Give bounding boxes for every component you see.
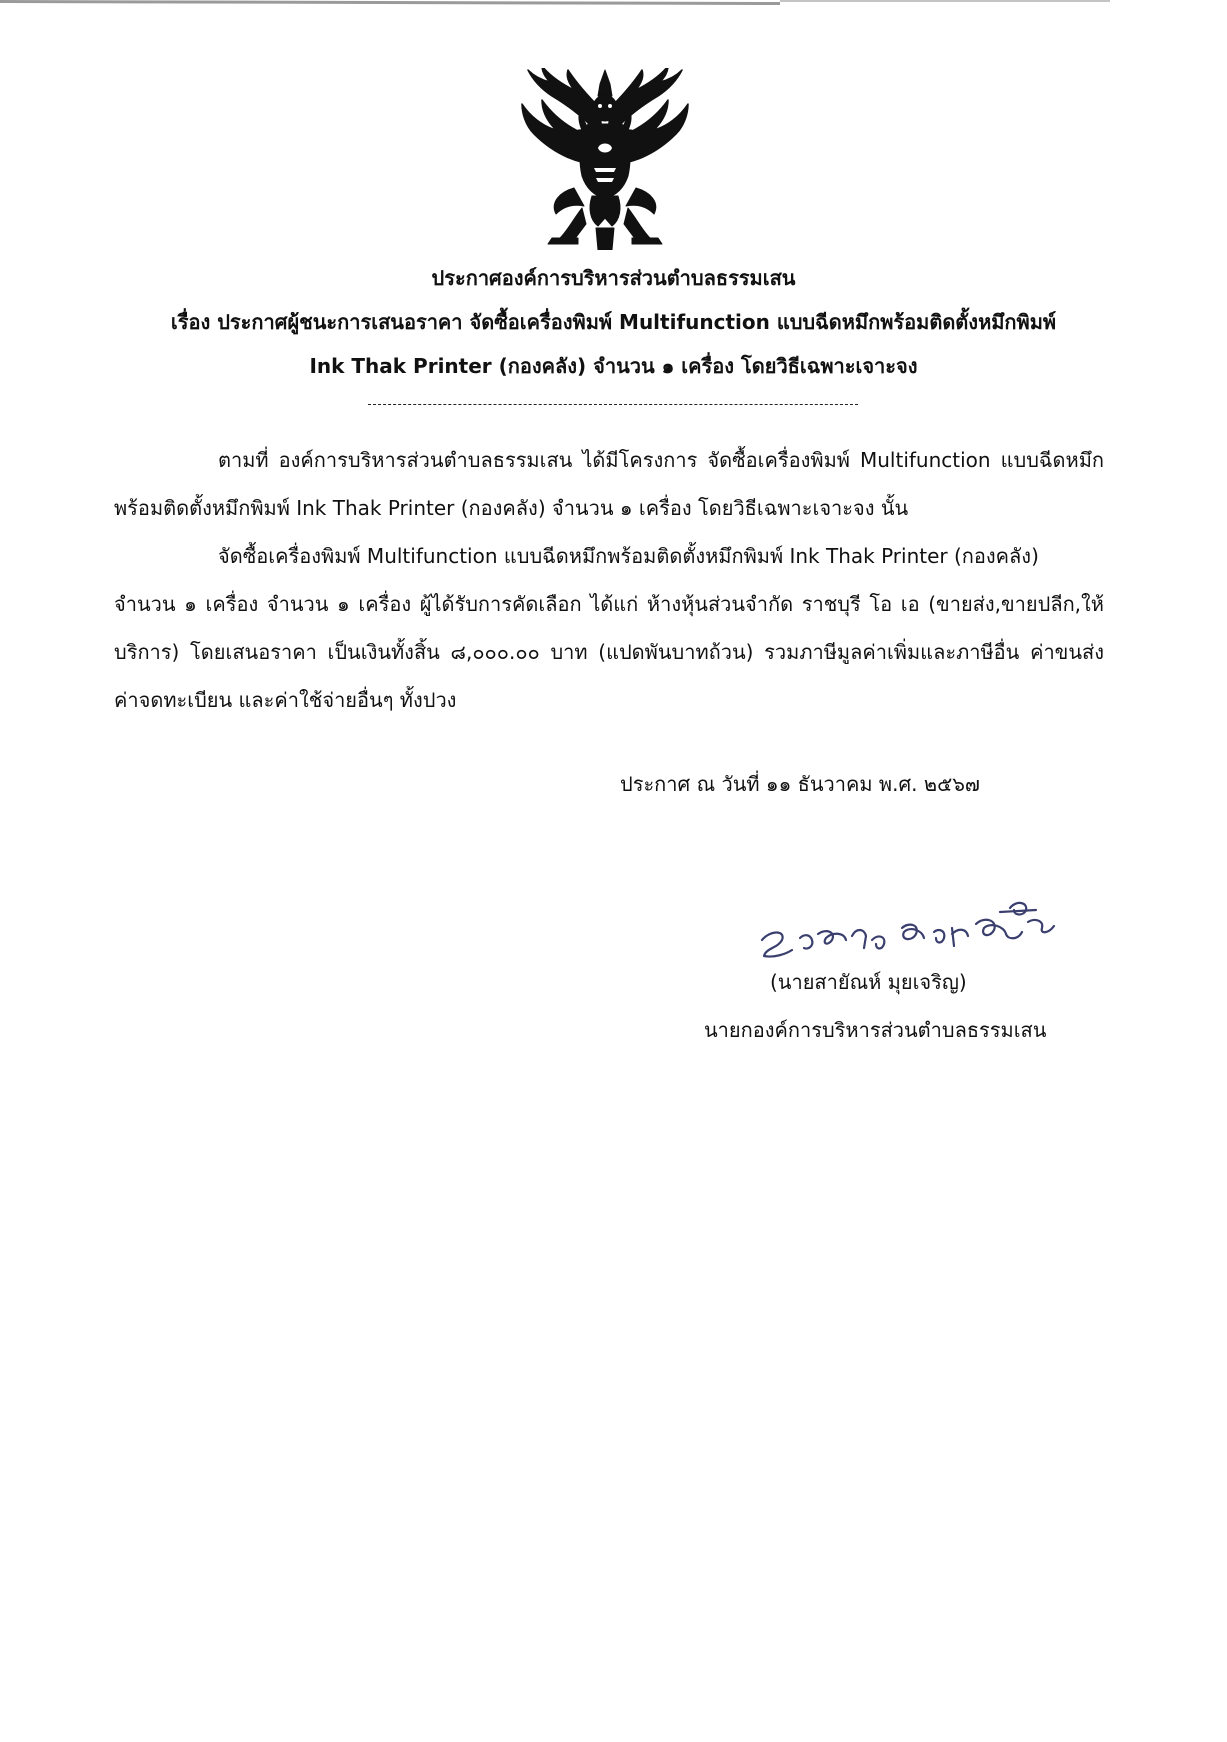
paragraph-2-line-2: จำนวน ๑ เครื่อง จำนวน ๑ เครื่อง ผู้ได้รับการคัดเลือก ได้แก่ ห้างหุ้นส่วนจำกัด ราชบุรี โอ เอ (ขายส่ง,ขายปลีก,ให้ (114, 592, 1104, 616)
paragraph-2-line-4: ค่าจดทะเบียน และค่าใช้จ่ายอื่นๆ ทั้งปวง (114, 688, 457, 712)
scan-edge-top-right (780, 0, 1110, 2)
paragraph-2-line-1: จัดซื้อเครื่องพิมพ์ Multifunction แบบฉีดหมึกพร้อมติดตั้งหมึกพิมพ์ Ink Thak Printer (กองคลัง) (218, 544, 1039, 568)
scan-edge-top (0, 0, 780, 5)
announce-date: ประกาศ ณ วันที่ ๑๑ ธันวาคม พ.ศ. ๒๕๖๗ (620, 772, 980, 796)
document-title: ประกาศองค์การบริหารส่วนตำบลธรรมเสน (431, 266, 796, 290)
document-subject-line-1: เรื่อง ประกาศผู้ชนะการเสนอราคา จัดซื้อเครื่องพิมพ์ Multifunction แบบฉีดหมึกพร้อมติดตั้งหมึกพิมพ์ (170, 310, 1057, 334)
signatory-name: (นายสายัณห์ มุยเจริญ) (770, 970, 967, 994)
header-separator (368, 404, 858, 405)
document-subject-line-2: Ink Thak Printer (กองคลัง) จำนวน ๑ เครื่อง โดยวิธีเฉพาะเจาะจง (309, 354, 918, 378)
garuda-emblem-icon (520, 68, 690, 250)
handwritten-signature-icon (752, 888, 1062, 968)
paragraph-1-line-1: ตามที่ องค์การบริหารส่วนตำบลธรรมเสน ได้มีโครงการ จัดซื้อเครื่องพิมพ์ Multifunction แบบฉีดหมึก (218, 448, 1104, 472)
paragraph-1-line-2: พร้อมติดตั้งหมึกพิมพ์ Ink Thak Printer (กองคลัง) จำนวน ๑ เครื่อง โดยวิธีเฉพาะเจาะจง นั้น (114, 496, 909, 520)
paragraph-2-line-3: บริการ) โดยเสนอราคา เป็นเงินทั้งสิ้น ๘,๐๐๐.๐๐ บาท (แปดพันบาทถ้วน) รวมภาษีมูลค่าเพิ่มและภาษีอื่น ค่าขนส่ง (114, 640, 1104, 664)
signatory-position: นายกองค์การบริหารส่วนตำบลธรรมเสน (704, 1018, 1047, 1042)
